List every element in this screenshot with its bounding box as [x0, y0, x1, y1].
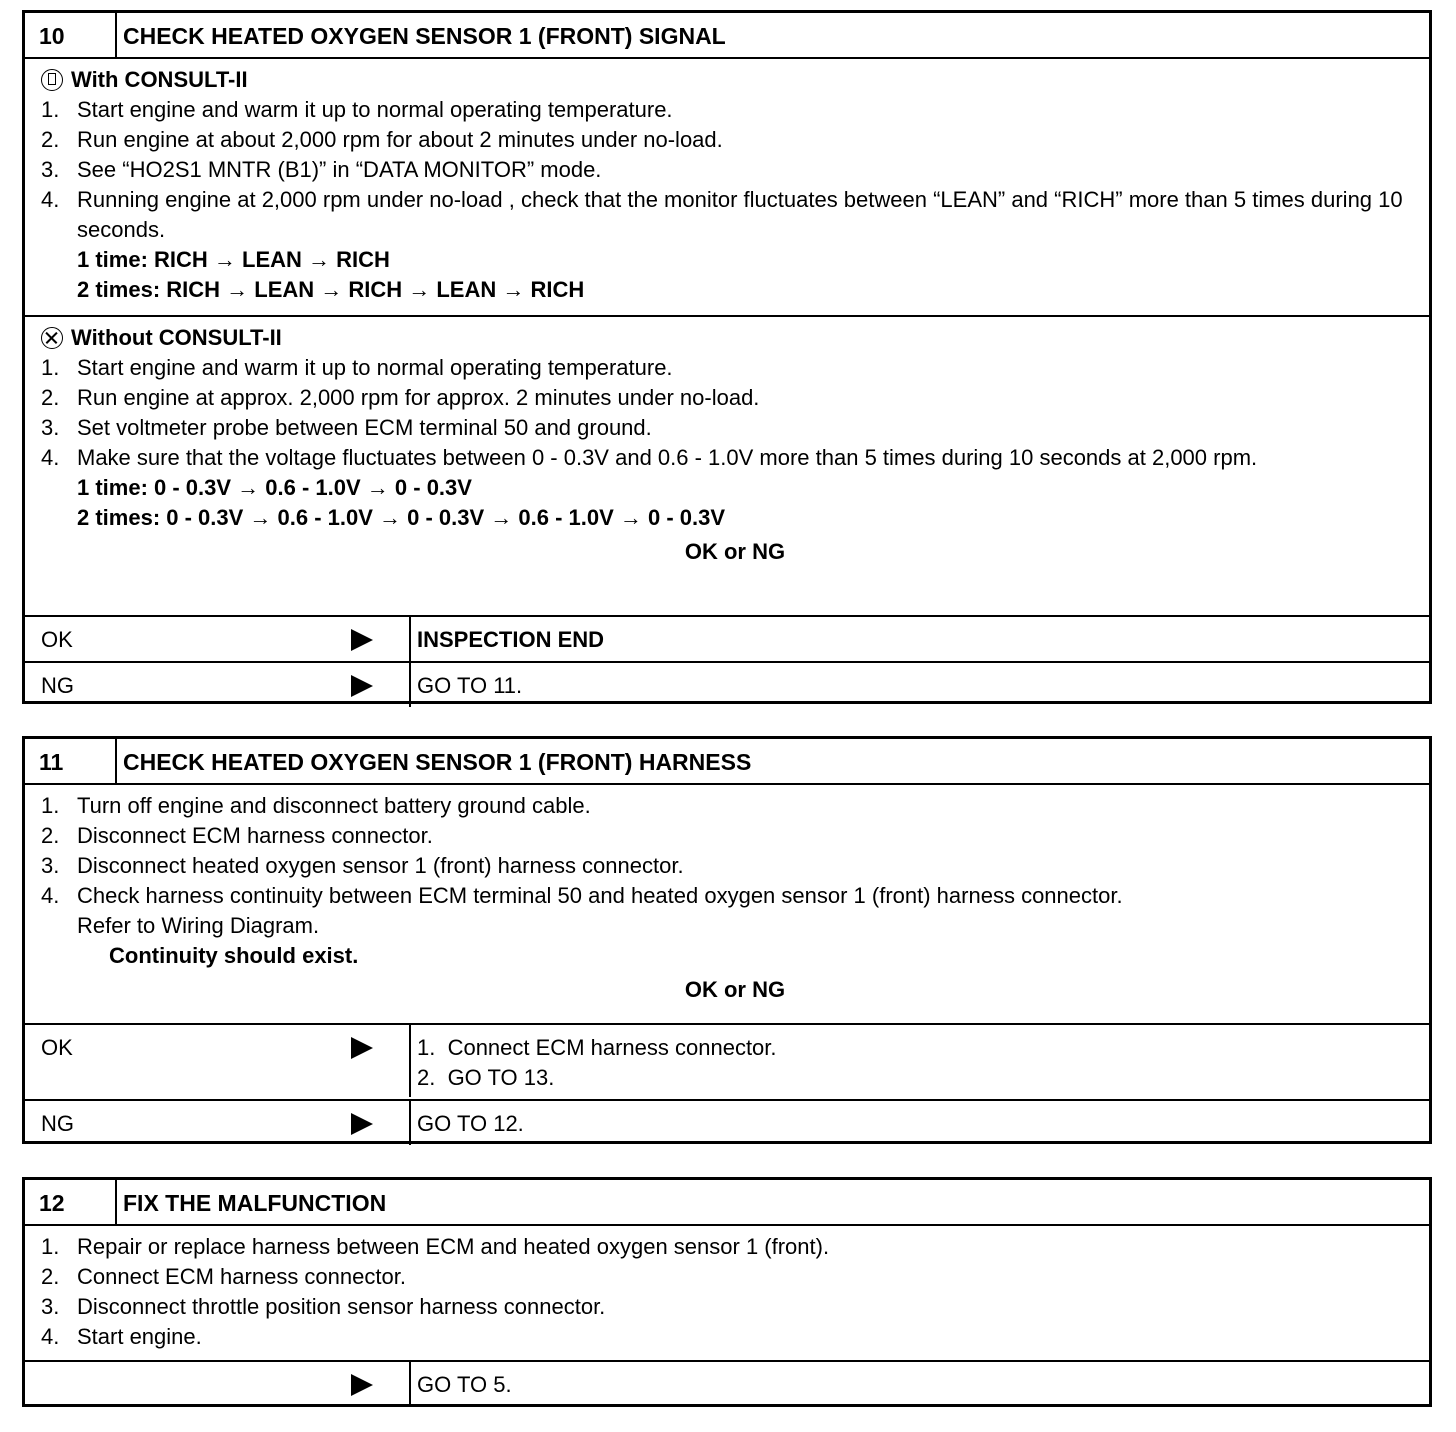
- reference-note: Refer to Wiring Diagram.: [77, 913, 320, 938]
- list-item: 4. Check harness continuity between ECM terminal 50 and heated oxygen sensor 1 (front) harness connector.: [41, 883, 1123, 908]
- spec-text: Continuity should exist.: [109, 943, 359, 968]
- list-item: 2. Run engine at approx. 2,000 rpm for approx. 2 minutes under no-load.: [41, 385, 760, 410]
- list-item: 3. See “HO2S1 MNTR (B1)” in “DATA MONITOR” mode.: [41, 157, 602, 182]
- step-header: [25, 739, 1429, 785]
- spec-one-time: 1 time: 0 - 0.3V → 0.6 - 1.0V → 0 - 0.3V: [77, 475, 472, 500]
- step-title: CHECK HEATED OXYGEN SENSOR 1 (FRONT) SIGNAL: [123, 23, 726, 49]
- result-label: OK: [41, 1035, 73, 1060]
- result-action: GO TO 11.: [417, 673, 523, 698]
- arrow-right-icon: [351, 1374, 373, 1396]
- with-consult-heading: With CONSULT-II: [71, 67, 248, 92]
- no-consult-tester-icon: [41, 327, 63, 349]
- result-row-ng: [25, 1099, 1429, 1145]
- result-action-line: 2. GO TO 13.: [417, 1065, 555, 1090]
- step-number: 11: [25, 739, 117, 783]
- result-action: GO TO 5.: [417, 1372, 512, 1397]
- arrow-right-icon: [351, 675, 373, 697]
- spec-one-time: 1 time: RICH → LEAN → RICH: [77, 247, 390, 272]
- step-title: FIX THE MALFUNCTION: [123, 1190, 387, 1216]
- step-12-box: [22, 1177, 1432, 1407]
- result-prompt: OK or NG: [684, 539, 786, 564]
- step-11-box: [22, 736, 1432, 1144]
- with-consult-heading-row: [41, 65, 1429, 95]
- result-action-line: 1. Connect ECM harness connector.: [417, 1035, 777, 1060]
- procedure-section: [25, 785, 1429, 1023]
- without-consult-heading-row: [41, 323, 1429, 353]
- list-item: 4. Running engine at 2,000 rpm under no-load , check that the monitor fluctuates between “LEAN” and “RICH” more than 5 times during 10 seconds.: [41, 187, 1403, 242]
- list-item: 1. Turn off engine and disconnect battery ground cable.: [41, 793, 591, 818]
- list-item: 4. Start engine.: [41, 1324, 202, 1349]
- step-header: [25, 1180, 1429, 1226]
- list-item: 1. Start engine and warm it up to normal operating temperature.: [41, 97, 673, 122]
- result-prompt: OK or NG: [684, 977, 786, 1002]
- arrow-right-icon: [351, 629, 373, 651]
- list-item: 2. Disconnect ECM harness connector.: [41, 823, 433, 848]
- result-label: NG: [41, 673, 74, 698]
- result-action: INSPECTION END: [417, 627, 605, 652]
- result-action: GO TO 12.: [417, 1111, 524, 1136]
- result-row-ok: [25, 1023, 1429, 1099]
- result-label: OK: [41, 627, 73, 652]
- list-item: 2. Run engine at about 2,000 rpm for about 2 minutes under no-load.: [41, 127, 723, 152]
- spec-two-times: 2 times: 0 - 0.3V → 0.6 - 1.0V → 0 - 0.3V → 0.6 - 1.0V → 0 - 0.3V: [77, 505, 726, 530]
- consult-tester-icon: [41, 69, 63, 91]
- list-item: 1. Repair or replace harness between ECM and heated oxygen sensor 1 (front).: [41, 1234, 830, 1259]
- step-10-box: [22, 10, 1432, 704]
- result-row: [25, 1360, 1429, 1406]
- procedure-section: [25, 1226, 1429, 1360]
- list-item: 2. Connect ECM harness connector.: [41, 1264, 406, 1289]
- list-item: 3. Disconnect heated oxygen sensor 1 (front) harness connector.: [41, 853, 684, 878]
- step-header: [25, 13, 1429, 59]
- list-item: 4. Make sure that the voltage fluctuates between 0 - 0.3V and 0.6 - 1.0V more than 5 times during 10 seconds at 2,000 rpm.: [41, 445, 1258, 470]
- result-row-ok: [25, 615, 1429, 661]
- with-consult-section: [25, 59, 1429, 315]
- arrow-right-icon: [351, 1113, 373, 1135]
- without-consult-heading: Without CONSULT-II: [71, 325, 282, 350]
- list-item: 1. Start engine and warm it up to normal operating temperature.: [41, 355, 673, 380]
- arrow-right-icon: [351, 1037, 373, 1059]
- without-consult-section: [25, 315, 1429, 615]
- result-row-ng: [25, 661, 1429, 707]
- step-title: CHECK HEATED OXYGEN SENSOR 1 (FRONT) HARNESS: [123, 749, 752, 775]
- list-item: 3. Set voltmeter probe between ECM terminal 50 and ground.: [41, 415, 652, 440]
- result-label: NG: [41, 1111, 74, 1136]
- spec-two-times: 2 times: RICH → LEAN → RICH → LEAN → RICH: [77, 277, 585, 302]
- list-item: 3. Disconnect throttle position sensor harness connector.: [41, 1294, 606, 1319]
- step-number: 10: [25, 13, 117, 57]
- step-number: 12: [25, 1180, 117, 1224]
